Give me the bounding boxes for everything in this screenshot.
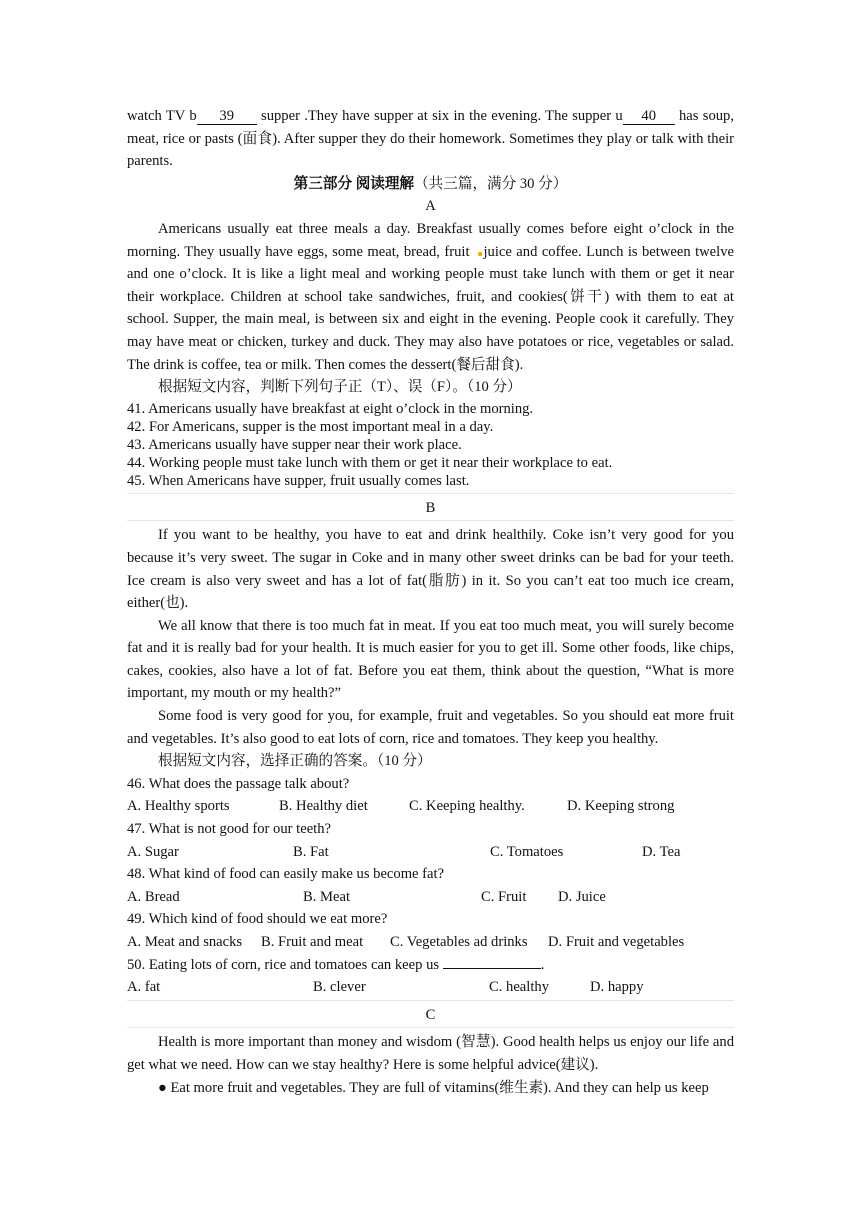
option: D. Juice — [558, 888, 606, 905]
passage-a-text-2: juice and coffee. Lunch is between twelve and one o’clock. It is like a light meal and working people must take lunch with them or get it near their workplace. Children at school take sandwiches, fruit, and cookies(饼干) with them to eat at school. Supper, the main meal, is between six and eight in the evening. People cook it carefully. They may have meat or chicken, turkey and duck. They may also have potatoes or rice, vegetables or salad. The drink is coffee, tea or milk. Then comes the dessert(餐后甜食). — [127, 243, 734, 373]
options-46 — [127, 795, 734, 818]
question-48: 48. What kind of food can easily make us become fat? — [127, 866, 445, 883]
question-46: 46. What does the passage talk about? — [127, 775, 350, 792]
cloze-paragraph-end — [127, 105, 734, 173]
passage-a-text — [127, 218, 734, 376]
divider — [127, 493, 734, 494]
options-49 — [127, 931, 734, 954]
option: B. Fruit and meat — [261, 934, 364, 950]
statement-44: 44. Working people must take lunch with them or get it near their workplace to eat. — [127, 454, 613, 471]
statement-45: 45. When Americans have supper, fruit usually comes last. — [127, 472, 470, 489]
cloze-text: has soup, meat, rice or pasts (面食). After supper they do their homework. Sometimes they play or talk with their parents. — [127, 108, 734, 170]
option: C. Fruit — [481, 888, 527, 905]
options-50 — [127, 976, 734, 999]
blank-40: 40 — [623, 108, 675, 125]
cloze-text: supper .They have supper at six in the evening. The supper u — [256, 108, 623, 124]
option: C. healthy — [489, 979, 549, 996]
option: B. clever — [313, 979, 366, 996]
passage-b-paragraph: If you want to be healthy, you have to eat and drink healthily. Coke isn’t very good for you because it’s very sweet. The sugar in Coke and in many other sweet drinks can be bad for your teeth. Ice cream is also very sweet and has a lot of fat(脂肪) in it. So you can’t eat too much ice cream, either(也). — [127, 527, 734, 612]
passage-a-text-1: Americans usually eat three meals a day. Breakfast usually comes before eight o’clock in the morning. They usually have eggs, some meat, bread, fruit — [127, 220, 734, 260]
divider — [127, 1000, 734, 1001]
option: A. Sugar — [127, 843, 179, 860]
options-48 — [127, 886, 734, 909]
blank-39: 39 — [197, 108, 257, 125]
passage-c-paragraph: Health is more important than money and wisdom (智慧). Good health helps us enjoy our life and get what we need. How can we stay healthy? Here is some helpful advice(建议). — [127, 1034, 734, 1073]
option: D. Tea — [642, 843, 681, 860]
passage-b-paragraph: We all know that there is too much fat in meat. If you eat too much meat, you will surely become fat and it is really bad for your health. It is much easier for you to get ill. Some other foods, like chips, cakes, cookies, also have a lot of fat. Before you eat them, think about the question, “What is more important, my mouth or my health?” — [127, 617, 734, 702]
option: A. Meat and snacks — [127, 934, 243, 950]
passage-b-paragraph: Some food is very good for you, for example, fruit and vegetables. So you should eat more fruit and vegetables. It’s also good to eat lots of corn, rice and tomatoes. They keep you healthy. — [127, 708, 734, 747]
option: A. fat — [127, 979, 161, 996]
option: B. Meat — [303, 888, 351, 905]
section-title-bold: 第三部分 阅读理解 — [293, 175, 415, 192]
blank-50 — [443, 968, 541, 969]
option: D. Keeping strong — [567, 798, 675, 815]
statement-41: 41. Americans usually have breakfast at eight o’clock in the morning. — [127, 400, 534, 417]
question-47: 47. What is not good for our teeth? — [127, 821, 331, 838]
option: C. Vegetables ad drinks — [390, 934, 528, 950]
question-49: 49. Which kind of food should we eat more? — [127, 911, 388, 928]
statement-42: 42. For Americans, supper is the most important meal in a day. — [127, 418, 494, 435]
option: A. Bread — [127, 888, 180, 905]
section-title — [127, 173, 734, 196]
passage-b-instruction: 根据短文内容，选择正确的答案。（10 分） — [158, 753, 432, 770]
question-50 — [127, 954, 734, 977]
options-47 — [127, 841, 734, 864]
option: A. Healthy sports — [127, 798, 230, 815]
cloze-text: watch TV b — [127, 108, 197, 124]
option: B. Healthy diet — [279, 798, 368, 815]
passage-c-bullet: ● Eat more fruit and vegetables. They are full of vitamins(维生素). And they can help us keep — [158, 1079, 709, 1096]
option: D. Fruit and vegetables — [548, 934, 685, 950]
question-50-end: . — [540, 956, 545, 973]
option: B. Fat — [293, 843, 329, 860]
passage-c-label: C — [425, 1006, 436, 1023]
highlight-mark-icon — [478, 252, 482, 256]
option: C. Tomatoes — [490, 843, 564, 860]
divider — [127, 1027, 734, 1028]
option: C. Keeping healthy. — [409, 798, 525, 815]
passage-b-label: B — [425, 499, 436, 516]
exam-page — [127, 105, 734, 1099]
section-title-rest: （共三篇，满分 30 分） — [414, 175, 568, 192]
statement-43: 43. Americans usually have supper near their work place. — [127, 436, 462, 453]
passage-a-label: A — [425, 198, 436, 215]
passage-a-instruction: 根据短文内容，判断下列句子正（T）、误（F）。（10 分） — [158, 379, 522, 396]
question-50-text: 50. Eating lots of corn, rice and tomatoes can keep us — [127, 956, 440, 973]
option: D. happy — [590, 979, 644, 996]
divider — [127, 520, 734, 521]
tf-statements — [127, 400, 734, 490]
